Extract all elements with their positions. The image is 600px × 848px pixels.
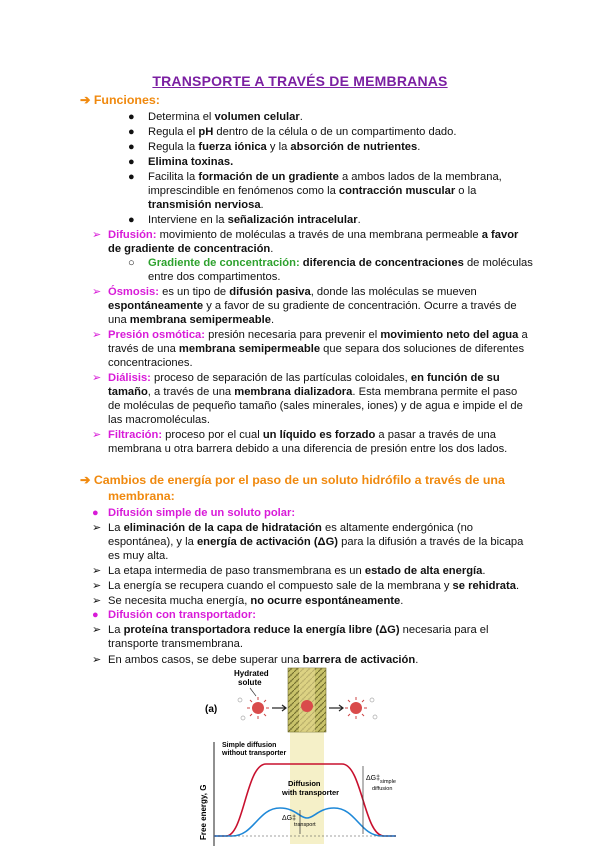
text-bold: contracción muscular (338, 185, 456, 197)
text-bold: fuerza iónica (198, 141, 267, 153)
bullet-icon: ● (128, 141, 135, 153)
text-bold: membrana semipermeable (129, 314, 271, 326)
transporter-label-1: Diffusion (288, 779, 321, 788)
dg-transport-label: ΔG‡ (282, 815, 297, 822)
text: Determina el (148, 111, 215, 123)
text: La energía se recupera cuando el compuesto sale de la membrana y (108, 580, 453, 592)
text: Regula el (148, 126, 199, 138)
text: proceso por el cual (162, 429, 263, 441)
text: La (108, 624, 124, 636)
arrowhead-bullet-icon: ➢ (92, 595, 102, 607)
text: La (108, 522, 124, 534)
text-bold: volumen celular (214, 111, 300, 123)
hydrated-pointer (250, 688, 256, 696)
text: necesaria para el (399, 624, 489, 636)
text-bold: pH (198, 126, 214, 138)
text-bold: movimiento neto del agua (380, 329, 519, 341)
text: que separa dos soluciones de diferentes (320, 343, 525, 355)
text-bold: membrana semipermeable (178, 343, 321, 355)
text-bold: señalización intracelular (227, 214, 358, 226)
funcion-item-4: Elimina toxinas. (148, 156, 234, 168)
dialisis-line-3: de moléculas de pequeño tamaño (sales minerales, iones) y de agua e impide el de (108, 400, 523, 412)
text: una (108, 314, 130, 326)
text: . (260, 199, 264, 211)
bullet-icon: ● (128, 111, 135, 123)
dialisis-line-4: las macromoléculas. (108, 414, 210, 426)
term: Presión osmótica: (108, 329, 205, 341)
transportador-point-1-line-2: transporte transmembrana. (108, 638, 243, 650)
gradiente-line-2: entre dos compartimentos. (148, 271, 281, 283)
page-title: TRANSPORTE A TRAVÉS DE MEMBRANAS (152, 73, 448, 89)
dg-simple-sub2: diffusion (372, 786, 393, 792)
text: . (415, 654, 419, 666)
arrowhead-bullet-icon: ➢ (92, 522, 102, 534)
text-bold: proteína transportadora reduce la energía libre (ΔG) (123, 624, 400, 636)
bullet-icon: ● (92, 507, 99, 519)
text-bold: diferencia de concentraciones (302, 257, 464, 269)
text: Se necesita mucha energía, (108, 595, 251, 607)
text-bold: transmisión nerviosa (148, 199, 261, 211)
arrowhead-bullet-icon: ➢ (92, 624, 102, 636)
arrowhead-bullet-icon: ➢ (92, 654, 102, 666)
text: movimiento de moléculas a través de una membrana permeable (156, 229, 482, 241)
arrowhead-bullet-icon: ➢ (92, 580, 102, 592)
arrowhead-bullet-icon: ➢ (92, 286, 102, 298)
text: . (417, 141, 421, 153)
text-bold: barrera de activación (302, 654, 416, 666)
text: a ambos lados de la membrana, (338, 171, 502, 183)
text: . (357, 214, 361, 226)
text: de moléculas (463, 257, 533, 269)
text: imprescindible en fenómenos como la (148, 185, 339, 197)
bullet-icon: ● (128, 214, 135, 226)
text-bold: se rehidrata (452, 580, 516, 592)
panel-label: (a) (205, 704, 218, 715)
text: . Esta membrana permite el paso (352, 386, 518, 398)
text: para la difusión a través de la bicapa (338, 536, 524, 548)
text: . (515, 580, 520, 592)
text-bold: a favor (481, 229, 519, 241)
arrowhead-bullet-icon: ➢ (92, 372, 102, 384)
text-bold: en función de su (410, 372, 500, 384)
text: a (518, 329, 528, 341)
simple-diffusion-label-2: without transporter (222, 750, 287, 757)
text-bold: estado de alta energía (364, 565, 483, 577)
bullet-icon: ● (128, 156, 135, 168)
text: a pasar a través de una (375, 429, 496, 441)
bullet-icon: ● (92, 609, 99, 621)
presion-line-3: concentraciones. (108, 357, 193, 369)
text-bold: de gradiente de concentración (108, 243, 271, 255)
text-bold: energía de activación (ΔG) (196, 536, 339, 548)
transportador-heading: Difusión con transportador: (108, 609, 256, 621)
text: proceso de separación de las partículas coloidales, (150, 372, 411, 384)
text: . (299, 111, 303, 123)
solute-in-membrane (301, 700, 313, 712)
text: . (270, 243, 274, 255)
y-axis-label: Free energy, G (199, 784, 208, 840)
text-bold: difusión pasiva (229, 286, 311, 298)
text: La etapa intermedia de paso transmembrana es un (108, 565, 365, 577)
text: espontánea), y la (108, 536, 197, 548)
bullet-icon: ● (128, 126, 135, 138)
dg-simple-sub: simple (380, 779, 396, 785)
text-bold: no ocurre espontáneamente (250, 595, 401, 607)
text-bold: un líquido es forzado (262, 429, 376, 441)
term: Ósmosis: (108, 286, 159, 298)
transporter-label-2: with transporter (282, 788, 340, 797)
dg-simple-label: ΔG‡ (366, 775, 381, 782)
simple-point-1-line-3: es muy alta. (108, 550, 169, 562)
text: presión necesaria para prevenir el (204, 329, 381, 341)
circle-bullet-icon: ○ (128, 257, 135, 269)
text: es un tipo de (158, 286, 230, 298)
text: es altamente endergónica (no (321, 522, 474, 534)
text: . (270, 314, 275, 326)
simple-diffusion-label-1: Simple diffusion (222, 742, 277, 749)
text: Facilita la (148, 171, 199, 183)
text-bold: espontáneamente (108, 300, 204, 312)
text-bold: absorción de nutrientes (290, 141, 418, 153)
text: En ambos casos, se debe superar una (108, 654, 303, 666)
text: . (400, 595, 404, 607)
text-bold: eliminación de la capa de hidratación (123, 522, 322, 534)
text: y la (266, 141, 291, 153)
text: y a favor de su gradiente de concentración. Ocurre a través de (203, 300, 517, 312)
text-bold: tamaño (108, 386, 148, 398)
cambios-heading-line-2: membrana: (108, 489, 175, 503)
text: , donde las moléculas se mueven (310, 286, 477, 298)
cambios-heading-line-1: ➔ Cambios de energía por el paso de un soluto hidrófilo a través de una (80, 473, 505, 487)
text-bold: membrana dializadora (234, 386, 353, 398)
text: . (482, 565, 486, 577)
text: Interviene en la (148, 214, 228, 226)
text: dentro de la célula o de un compartimento dado. (213, 126, 457, 138)
hydrated-solute-right (345, 697, 367, 719)
text-bold: formación de un gradiente (198, 171, 339, 183)
bullet-icon: ● (128, 171, 135, 183)
cambios-heading-text: Cambios de energía por el paso de un soluto hidrófilo a través de una (93, 473, 505, 487)
hydrated-label-2: solute (238, 678, 262, 687)
arrowhead-bullet-icon: ➢ (92, 329, 102, 341)
text: , a través de una (147, 386, 235, 398)
dg-transport-sub: transport (294, 822, 316, 828)
arrowhead-bullet-icon: ➢ (92, 229, 102, 241)
term: Diálisis: (108, 372, 151, 384)
funciones-heading: ➔ Funciones: (80, 93, 160, 107)
hydrated-solute-left (247, 697, 269, 719)
term: Gradiente de concentración: (148, 257, 300, 269)
term: Difusión: (108, 229, 157, 241)
funciones-heading-text: Funciones: (93, 93, 160, 107)
text: o la (455, 185, 477, 197)
text: Regula la (148, 141, 199, 153)
simple-heading: Difusión simple de un soluto polar: (108, 507, 296, 519)
arrowhead-bullet-icon: ➢ (92, 565, 102, 577)
text: través de una (108, 343, 179, 355)
term: Filtración: (108, 429, 163, 441)
arrowhead-bullet-icon: ➢ (92, 429, 102, 441)
filtracion-line-2: membrana u otra barrera debido a una diferencia de presión entre los dos lados. (108, 443, 508, 455)
hydrated-label-1: Hydrated (234, 669, 269, 678)
